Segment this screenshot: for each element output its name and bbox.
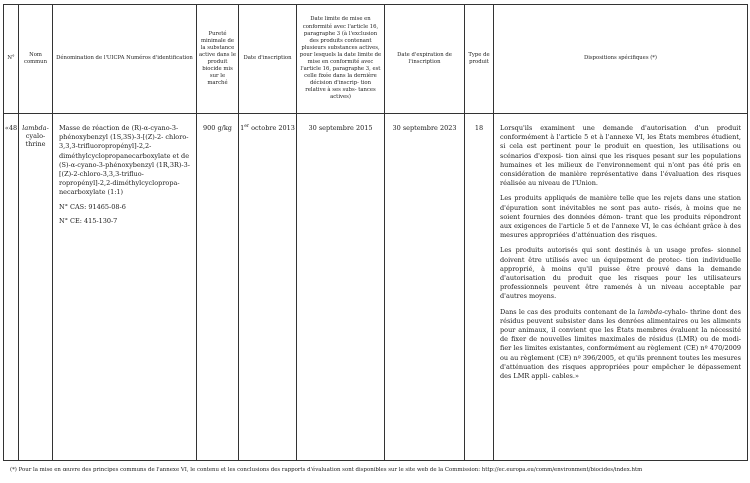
provision4-a: Dans le cas des produits contenant de la [500,307,638,316]
cas-number: N° CAS: 91465-08-6 [59,202,126,211]
header-common-name: Nom commun [19,5,53,114]
provision4-italic: lambda [637,307,663,316]
table-row [4,114,748,461]
provision4-b: -cyhalo- thrine dont des résidus peuvent subsister dans les denrées alimentaires ou les aliments pour animaux, il convient que les États membres évaluent la nécessité de fixer de nouvelles limites maximales de résidus (LMR) ou de modi- fier les limites existantes, conformément au règlement (CE) nº 470/2009 ou au règlement (CE) nº 396/2005, et qu'ils prennent toutes les mesures d'atténuation des risques appropriées pour empêcher le dépassement des LMR appli- cables.» [500,307,741,381]
provision-paragraph: Les produits appliqués de manière telle que les rejets dans une station d'épuration sont inévitables ne sont pas auto- risés, à moins que ne soient fournies des données démon- trant que les produits répondront aux exigences de l'article 5 et de l'annexe VI, le cas échéant grâce à des mesures appropriées d'atténuation des risques. [500,194,741,240]
header-inscription-date: Date d'inscription [239,5,297,114]
cell-compliance-deadline: 30 septembre 2015 [297,114,385,461]
common-name-italic: lambda [22,124,47,132]
cell-inscription-date [239,114,297,461]
header-product-type: Type de produit [465,5,494,114]
header-purity: Pureté minimale de la substance active dans le produit biocide mis sur le marché [197,5,239,114]
cell-product-type: 18 [465,114,494,461]
header-iupac: Dénomination de l'UICPA Numéros d'identification [53,5,197,114]
common-name-rest: -cyalo- thrine [25,124,49,148]
cell-purity: 900 g/kg [197,114,239,461]
ce-number: N° CE: 415-130-7 [59,216,118,225]
header-row [4,5,748,114]
cell-iupac [53,114,197,461]
cell-specific-provisions [494,114,748,461]
cell-expiry-date: 30 septembre 2023 [385,114,465,461]
cell-num: «48 [4,114,19,461]
substance-table [3,4,748,461]
provision-paragraph: Les produits autorisés qui sont destinés à un usage profes- sionnel doivent être utilisés avec un équipement de protec- tion individuelle approprié, à moins qu'il puisse être prouvé dans la demande d'autorisation du produit que les risques pour les utilisateurs professionnels peuvent être ramenés à un niveau acceptable par d'autres moyens. [500,246,741,301]
provision-paragraph [500,308,741,382]
cell-common-name [19,114,53,461]
iupac-name: Masse de réaction de (R)-α-cyano-3- phénoxybenzyl (1S,3S)-3-[(Z)-2- chloro-3,3,3-trifluoropropényl]-2,2- diméthylcyclopropanecarboxylate et de (S)-α-cyano-3-phénoxybenzyl (1R,3R)-3-[(Z)-2-chloro-3,3,3-trifluo- ropropényl]-2,2-diméthylcyclopropa- necarboxylate (1:1) [59,124,190,197]
inscription-sup: er [244,124,250,129]
provision-paragraph: Lorsqu'ils examinent une demande d'autorisation d'un produit conformément à l'article 5 et à l'annexe VI, les États membres étudient, si cela est pertinent pour le produit en question, les utilisations ou scénarios d'exposi- tion ainsi que les risques pesant sur les populations humaines et les milieux de l'environnement qui n'ont pas été pris en considération de manière représentative dans l'évaluation des risques réalisée au niveau de l'Union. [500,124,741,188]
inscription-rest: octobre 2013 [249,124,295,133]
header-specific-provisions: Dispositions spécifiques (*) [494,5,748,114]
footnote: (*) Pour la mise en œuvre des principes communs de l'annexe VI, le contenu et les conclusions des rapports d'évaluation sont disponibles sur le site web de la Commission: http://ec.europa.eu/comm/environment/biocides/index.htm [10,467,643,473]
header-num: N° [4,5,19,114]
header-compliance-deadline: Date limite de mise en conformité avec l'article 16, paragraphe 3 (à l'exclusion des produits contenant plusieurs substances actives, pour lesquels la date limite de mise en conformité avec l'article 16, paragraphe 3, est celle fixée dans la dernière décision d'inscrip- tion relative à ses subs- tances actives) [297,5,385,114]
header-expiry-date: Date d'expiration de l'inscription [385,5,465,114]
inscription-day: 1 [240,124,245,133]
